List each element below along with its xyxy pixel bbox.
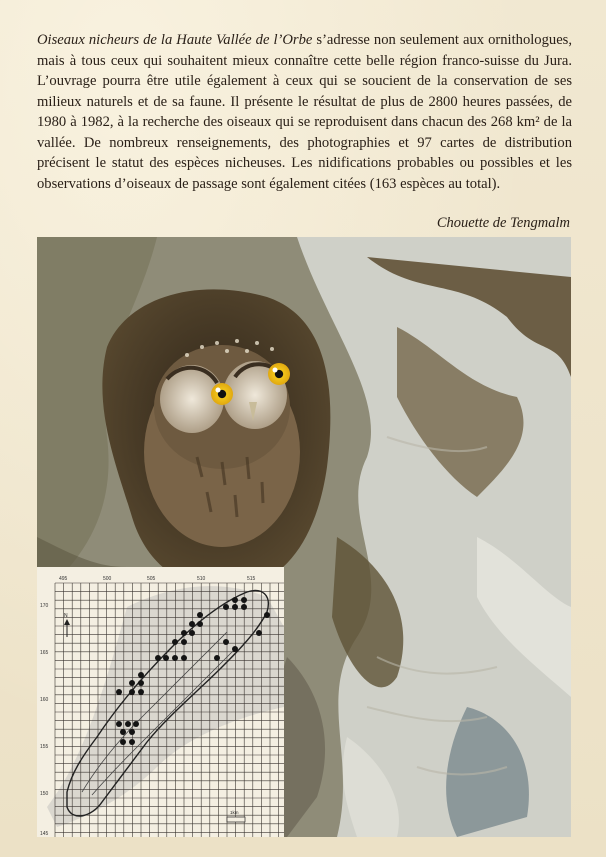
photo-caption: Chouette de Tengmalm bbox=[436, 215, 570, 231]
x-tick-label: 505 bbox=[147, 576, 156, 582]
book-description bbox=[37, 30, 572, 194]
y-tick-label: 165 bbox=[40, 650, 49, 656]
scale-label: 1km bbox=[230, 810, 239, 815]
owl-eye-left bbox=[211, 383, 233, 405]
x-tick-label: 495 bbox=[59, 576, 68, 582]
distribution-map-svg bbox=[37, 567, 284, 837]
y-tick-label: 155 bbox=[40, 744, 49, 750]
y-tick-label: 160 bbox=[40, 697, 49, 703]
book-title-italic: Oiseaux nicheurs de la Haute Vallée de l’Orbe bbox=[37, 32, 313, 48]
x-tick-label: 510 bbox=[197, 576, 206, 582]
x-tick-label: 515 bbox=[247, 576, 256, 582]
y-tick-label: 170 bbox=[40, 603, 49, 609]
north-label: N bbox=[64, 613, 68, 619]
y-tick-label: 145 bbox=[40, 831, 49, 837]
distribution-map bbox=[37, 567, 284, 837]
owl-eye-right bbox=[268, 363, 290, 385]
y-tick-label: 150 bbox=[40, 791, 49, 797]
book-description-text: s’adresse non seulement aux ornithologues, mais à tous ceux qui souhaitent mieux connaître cette belle région franco-suisse du Jura. L’ouvrage pourra être utile également à ceux qui se soucient de la conservation de ses milieux naturels et de sa faune. Il présente le résultat de plus de 2800 heures passées, de 1980 à 1982, à la recherche des oiseaux qui se reproduisent dans chacun des 268 km² de la vallée. De nombreux renseignements, des photographies et 97 cartes de distribution précisent le statut des espèces nicheuses. Les nidifications probables ou possibles et les observations d’oiseaux de passage sont également citées (163 espèces au total). bbox=[37, 32, 573, 192]
x-tick-label: 500 bbox=[103, 576, 112, 582]
